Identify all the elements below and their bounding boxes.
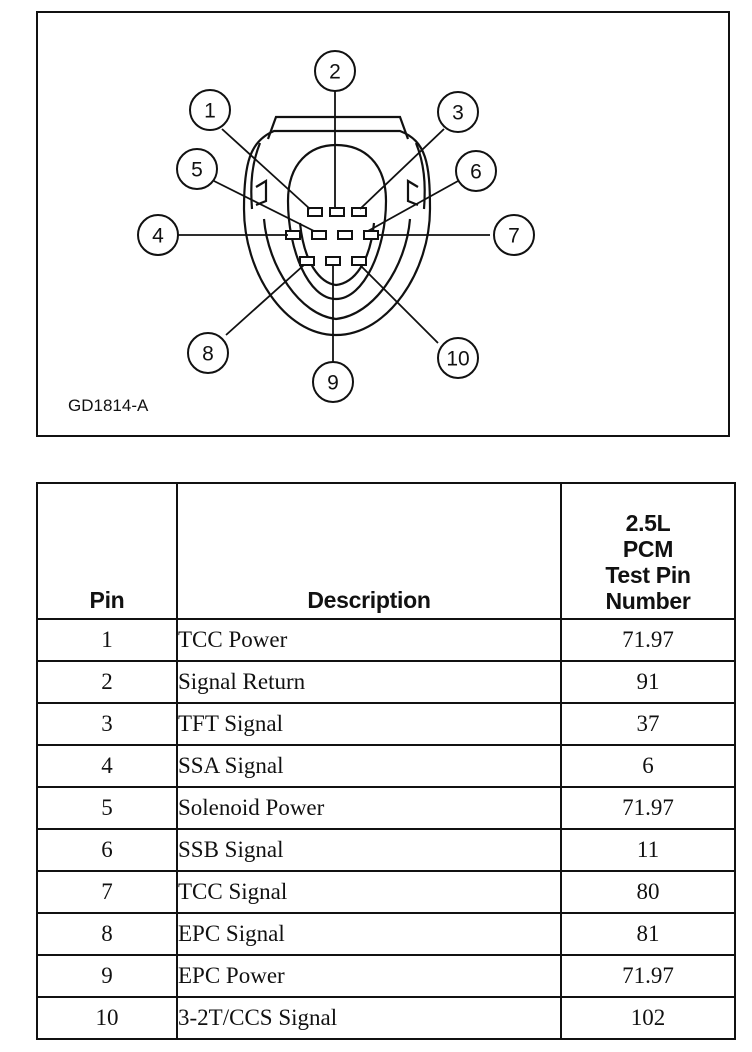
callout-label-3: 3 (452, 101, 464, 125)
leader-line-8 (226, 265, 304, 335)
table-row (37, 997, 735, 1039)
cell-pin: 8 (37, 913, 177, 955)
cell-description: 3-2T/CCS Signal (177, 997, 561, 1039)
cell-pin: 9 (37, 955, 177, 997)
table-row (37, 955, 735, 997)
cell-pin: 2 (37, 661, 177, 703)
header-number-line: PCM (622, 536, 674, 562)
header-test-pin-number (561, 483, 735, 619)
pin-slot (326, 257, 340, 265)
callout-label-10: 10 (446, 347, 470, 371)
pin-slot (352, 208, 366, 216)
cell-pin: 7 (37, 871, 177, 913)
connector-latch (268, 117, 408, 139)
cell-pin: 4 (37, 745, 177, 787)
pin-slot (352, 257, 366, 265)
pin-slot (338, 231, 352, 239)
pin-table (36, 482, 736, 1040)
cell-test-pin: 80 (561, 871, 735, 913)
table-row (37, 745, 735, 787)
header-description: Description (177, 483, 561, 619)
table-row (37, 829, 735, 871)
pin-slot (312, 231, 326, 239)
table-row (37, 913, 735, 955)
cell-description: TFT Signal (177, 703, 561, 745)
pin-slot (364, 231, 378, 239)
callout-label-2: 2 (329, 60, 341, 84)
cell-description: SSA Signal (177, 745, 561, 787)
cell-description: Signal Return (177, 661, 561, 703)
cell-test-pin: 71.97 (561, 619, 735, 661)
callout-label-6: 6 (470, 160, 482, 184)
callout-label-5: 5 (191, 158, 203, 182)
callout-label-9: 9 (327, 371, 339, 395)
callout-label-8: 8 (202, 342, 214, 366)
cell-pin: 3 (37, 703, 177, 745)
cell-pin: 1 (37, 619, 177, 661)
pin-slot (286, 231, 300, 239)
cell-test-pin: 11 (561, 829, 735, 871)
cell-test-pin: 37 (561, 703, 735, 745)
cell-description: EPC Power (177, 955, 561, 997)
connector-drawing (38, 13, 732, 439)
callout-label-7: 7 (508, 224, 520, 248)
table-header-row (37, 483, 735, 619)
header-number-line: 2.5L (625, 510, 671, 536)
cell-pin: 6 (37, 829, 177, 871)
cell-description: SSB Signal (177, 829, 561, 871)
callout-label-1: 1 (204, 99, 216, 123)
table-row (37, 787, 735, 829)
cell-description: EPC Signal (177, 913, 561, 955)
table-row (37, 871, 735, 913)
cell-test-pin: 81 (561, 913, 735, 955)
pin-slot (300, 257, 314, 265)
callout-label-4: 4 (152, 224, 164, 248)
pin-slot (330, 208, 344, 216)
cell-test-pin: 71.97 (561, 955, 735, 997)
table-row (37, 661, 735, 703)
pin-slot (308, 208, 322, 216)
cell-description: TCC Power (177, 619, 561, 661)
leader-line-3 (360, 129, 444, 209)
table-row (37, 619, 735, 661)
cell-test-pin: 91 (561, 661, 735, 703)
figure-id: GD1814-A (68, 396, 149, 415)
cell-pin: 10 (37, 997, 177, 1039)
cell-test-pin: 102 (561, 997, 735, 1039)
cell-test-pin: 71.97 (561, 787, 735, 829)
header-pin: Pin (37, 483, 177, 619)
table-row (37, 703, 735, 745)
cell-pin: 5 (37, 787, 177, 829)
cell-description: Solenoid Power (177, 787, 561, 829)
connector-diagram (36, 11, 730, 437)
cell-description: TCC Signal (177, 871, 561, 913)
header-number-line: Number (605, 588, 691, 614)
header-number-line: Test Pin (605, 562, 691, 588)
leader-line-10 (360, 265, 438, 343)
cell-test-pin: 6 (561, 745, 735, 787)
